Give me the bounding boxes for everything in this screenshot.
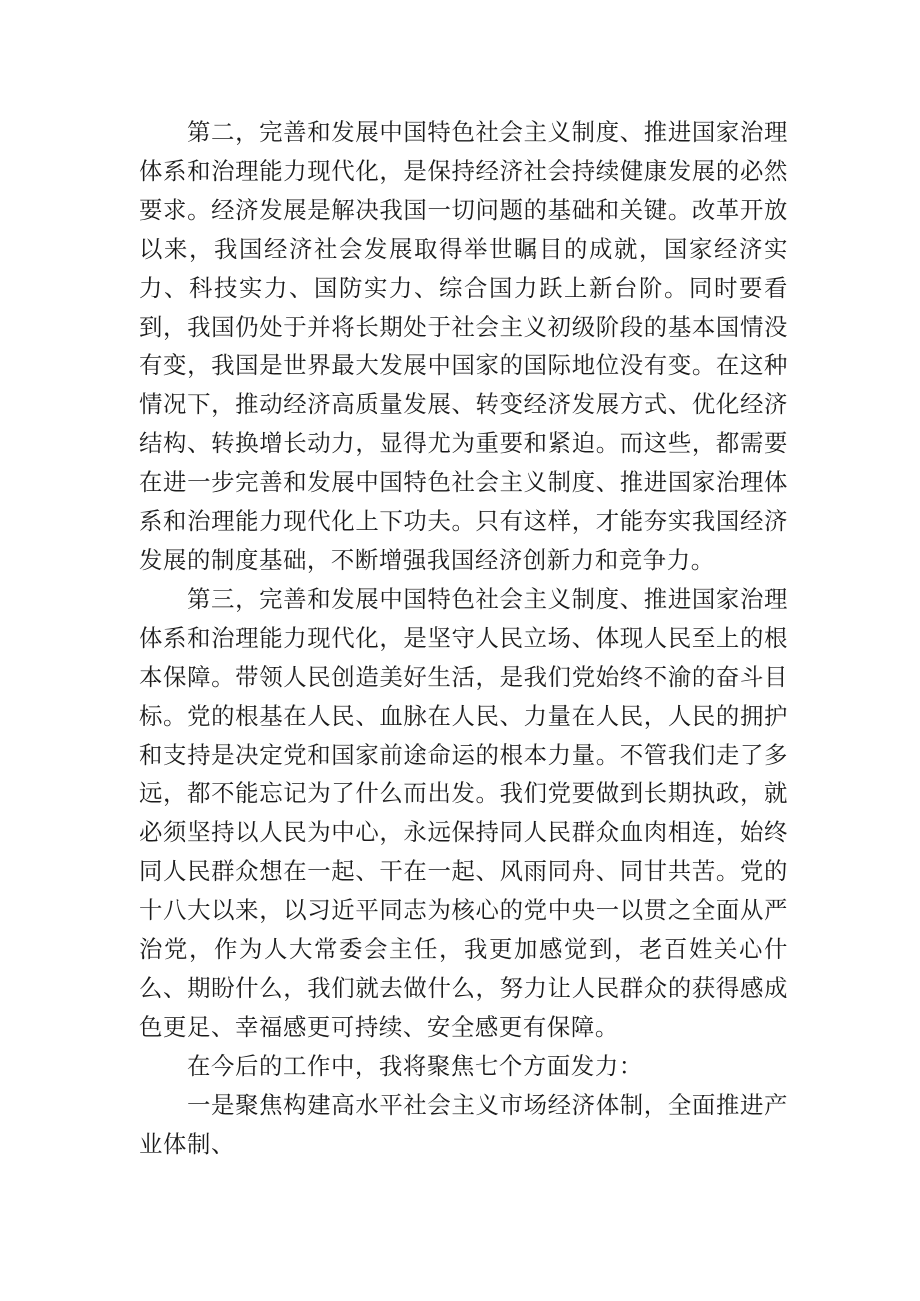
paragraph-second-point: 第二，完善和发展中国特色社会主义制度、推进国家治理体系和治理能力现代化，是保持经济社会持续健康发展的必然要求。经济发展是解决我国一切问题的基础和关键。改革开放以来，我国经济社会发展取得举世瞩目的成就，国家经济实力、科技实力、国防实力、综合国力跃上新台阶。同时要看到，我国仍处于并将长期处于社会主义初级阶段的基本国情没有变，我国是世界最大发展中国家的国际地位没有变。在这种情况下，推动经济高质量发展、转变经济发展方式、优化经济结构、转换增长动力，显得尤为重要和紧迫。而这些，都需要在进一步完善和发展中国特色社会主义制度、推进国家治理体系和治理能力现代化上下功夫。只有这样，才能夯实我国经济发展的制度基础，不断增强我国经济创新力和竞争力。 [139,118,788,574]
paragraph-intro-seven-aspects: 在今后的工作中，我将聚焦七个方面发力： [187,1051,643,1080]
document-body [139,113,788,1163]
paragraph-first-aspect: 一是聚焦构建高水平社会主义市场经济体制，全面推进产业体制、 [139,1090,788,1158]
paragraph-third-point: 第三，完善和发展中国特色社会主义制度、推进国家治理体系和治理能力现代化，是坚守人民立场、体现人民至上的根本保障。带领人民创造美好生活，是我们党始终不渝的奋斗目标。党的根基在人民、血脉在人民、力量在人民，人民的拥护和支持是决定党和国家前途命运的根本力量。不管我们走了多远，都不能忘记为了什么而出发。我们党要做到长期执政，就必须坚持以人民为中心，永远保持同人民群众血肉相连，始终同人民群众想在一起、干在一起、风雨同舟、同甘共苦。党的十八大以来，以习近平同志为核心的党中央一以贯之全面从严治党，作为人大常委会主任，我更加感觉到，老百姓关心什么、期盼什么，我们就去做什么，努力让人民群众的获得感成色更足、幸福感更可持续、安全感更有保障。 [139,584,788,1041]
